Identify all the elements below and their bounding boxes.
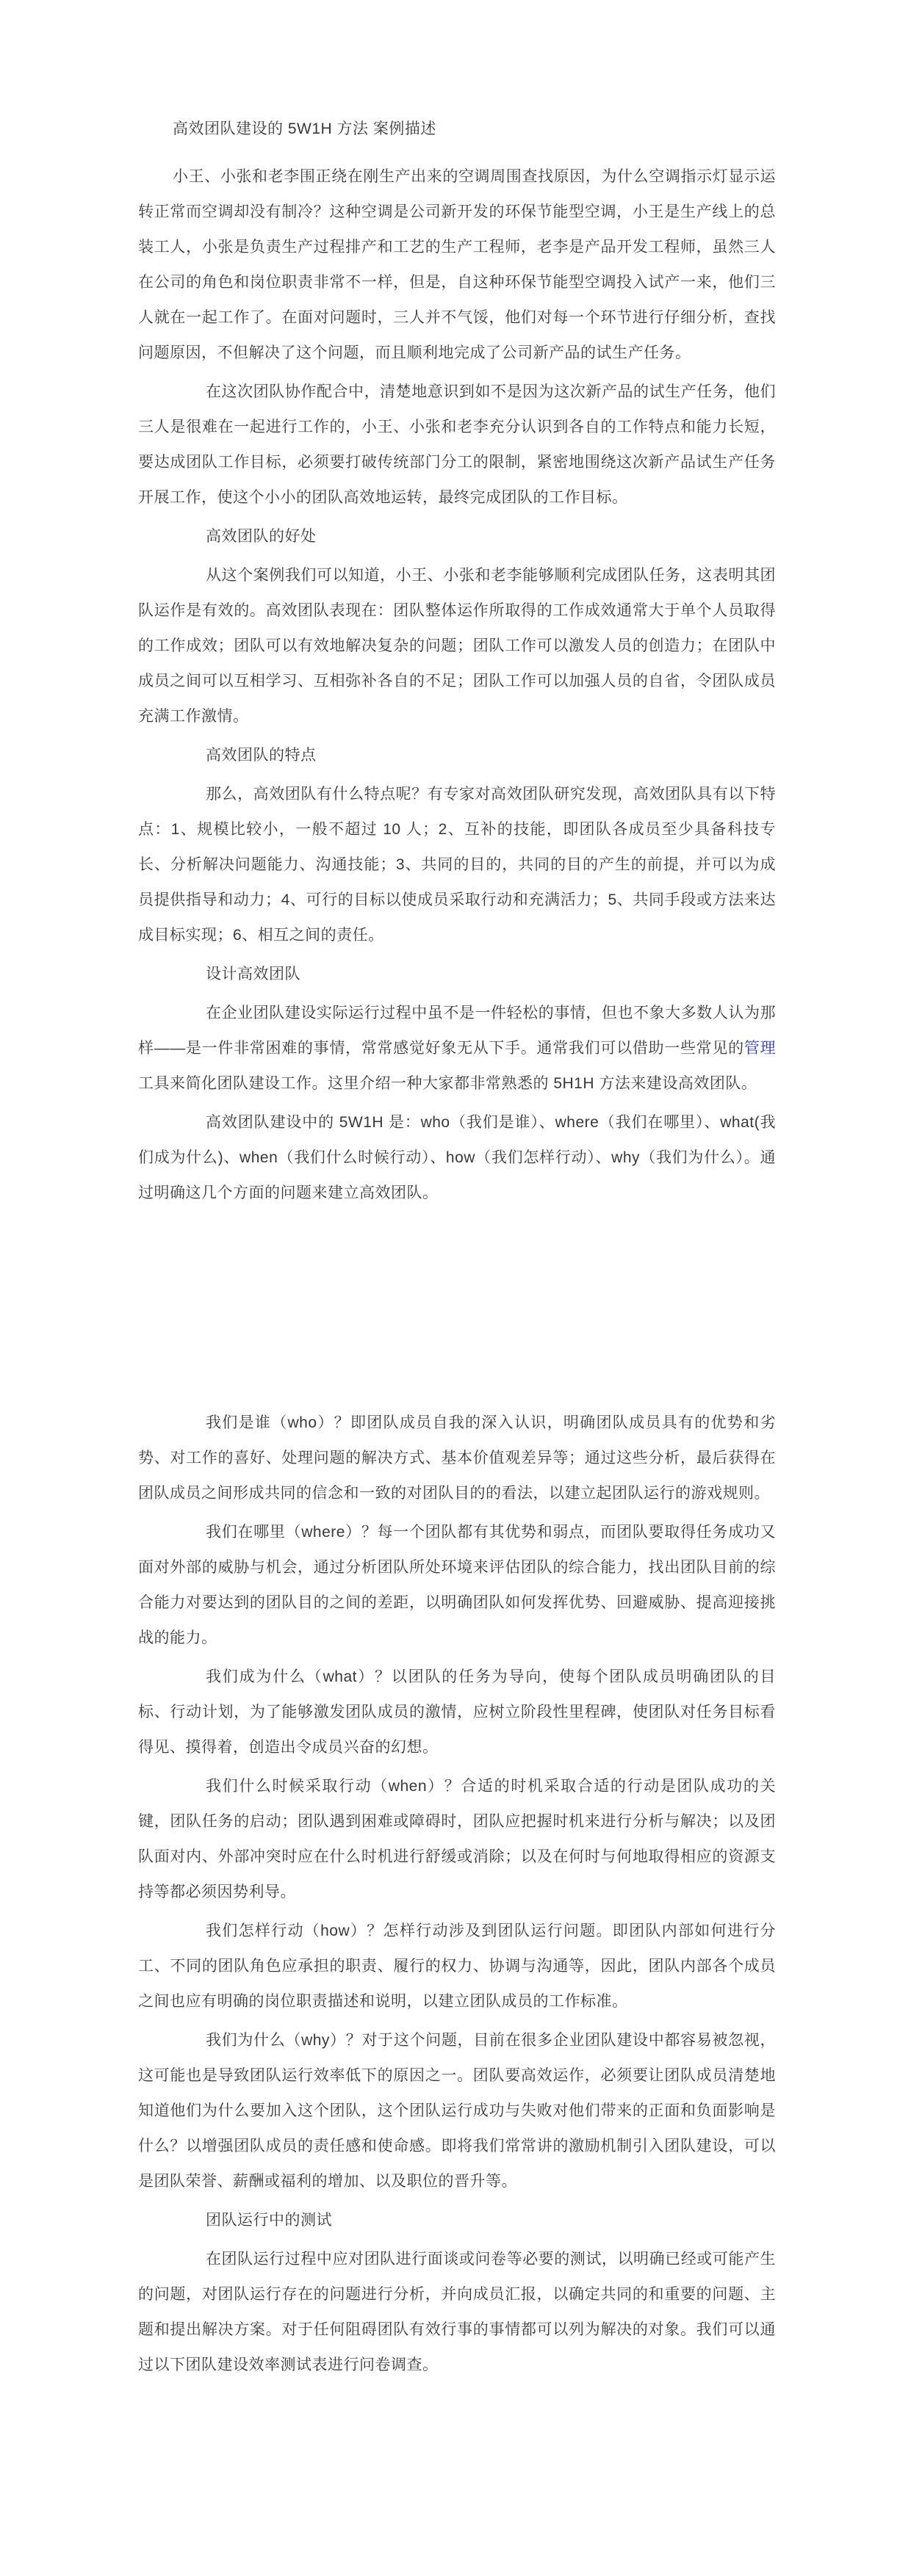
case-teamwork-paragraph: 在这次团队协作配合中，清楚地意识到如不是因为这次新产品的试生产任务，他们三人是很难在一起进行工作的，小王、小张和老李充分认识到各自的工作特点和能力长短，要达成团队工作目标，必须要打破传统部门分工的限制，紧密地围绕这次新产品试生产任务开展工作，使这个小小的团队高效地运转，最终完成团队的工作目标。 <box>138 383 776 506</box>
management-link[interactable]: 管理 <box>743 1040 777 1057</box>
design-paragraph <box>138 996 776 1101</box>
benefits-paragraph: 从这个案例我们可以知道，小王、小张和老李能够顺利完成团队任务，这表明其团队运作是有效的。高效团队表现在：团队整体运作所取得的工作成效通常大于单个人员取得的工作成效；团队可以有效地解决复杂的问题；团队工作可以激发人员的创造力；在团队中成员之间可以互相学习、互相弥补各自的不足；团队工作可以加强人员的自省，令团队成员充满工作激情。 <box>138 567 776 725</box>
why-paragraph: 我们为什么（why）？对于这个问题，目前在很多企业团队建设中都容易被忽视，这可能也是导致团队运行效率低下的原因之一。团队要高效运作，必须要让团队成员清楚地知道他们为什么要加入这个团队，这个团队运行成功与失败对他们带来的正面和负面影响是什么？以增强团队成员的责任感和使命感。即将我们常常讲的激励机制引入团队建设，可以是团队荣誉、薪酬或福利的增加、以及职位的晋升等。 <box>138 2032 776 2190</box>
where-paragraph: 我们在哪里（where）？每一个团队都有其优势和弱点，而团队要取得任务成功又面对外部的威胁与机会，通过分析团队所处环境来评估团队的综合能力，找出团队目前的综合能力对要达到的团队目的之间的差距，以明确团队如何发挥优势、回避威胁、提高迎接挑战的能力。 <box>138 1524 776 1646</box>
section-heading-test: 团队运行中的测试 <box>206 2212 332 2229</box>
document-body <box>138 112 776 2387</box>
who-paragraph: 我们是谁（who）？即团队成员自我的深入认识，明确团队成员具有的优势和劣势、对工作的喜好、处理问题的解决方式、基本价值观差异等；通过这些分析，最后获得在团队成员之间形成共同的信念和一致的对团队目的的看法，以建立起团队运行的游戏规则。 <box>138 1414 776 1502</box>
test-paragraph: 在团队运行过程中应对团队进行面谈或问卷等必要的测试，以明确已经或可能产生的问题，对团队运行存在的问题进行分析，并向成员汇报，以确定共同的和重要的问题、主题和提出解决方案。对于任何阻碍团队有效行事的事情都可以列为解决的对象。我们可以通过以下团队建设效率测试表进行问卷调查。 <box>138 2251 776 2373</box>
section-heading-design: 设计高效团队 <box>206 966 300 983</box>
what-paragraph: 我们成为什么（what）？以团队的任务为导向，使每个团队成员明确团队的目标、行动计划，为了能够激发团队成员的激情，应树立阶段性里程碑，使团队对任务目标看得见、摸得着，创造出令成员兴奋的幻想。 <box>138 1668 776 1756</box>
section-heading-benefits: 高效团队的好处 <box>206 528 317 545</box>
design-paragraph-pre-text: 在企业团队建设实际运行过程中虽不是一件轻松的事情，但也不象大多数人认为那样——是一件非常困难的事情，常常感觉好象无从下手。通常我们可以借助一些常见的 <box>138 1005 776 1057</box>
how-paragraph: 我们怎样行动（how）？怎样行动涉及到团队运行问题。即团队内部如何进行分工、不同的团队角色应承担的职责、履行的权力、协调与沟通等，因此，团队内部各个成员之间也应有明确的岗位职责描述和说明，以建立团队成员的工作标准。 <box>138 1922 776 2010</box>
traits-paragraph: 那么，高效团队有什么特点呢？有专家对高效团队研究发现，高效团队具有以下特点：1、规模比较小，一般不超过 10 人；2、互补的技能，即团队各成员至少具备科技专长、分析解决问题能力、沟通技能；3、共同的目的，共同的目的产生的前提，并可以为成员提供指导和动力；4、可行的目标以使成员采取行动和充满活力；5、共同手段或方法来达成目标实现；6、相互之间的责任。 <box>138 786 776 944</box>
document-title: 高效团队建设的 5W1H 方法 案例描述 <box>173 120 436 137</box>
design-paragraph-post-text: 工具来简化团队建设工作。这里介绍一种大家都非常熟悉的 5H1H 方法来建设高效团队。 <box>138 1075 757 1092</box>
section-heading-traits: 高效团队的特点 <box>206 747 317 764</box>
when-paragraph: 我们什么时候采取行动（when）？合适的时机采取合适的行动是团队成功的关键，团队任务的启动；团队遇到困难或障碍时，团队应把握时机来进行分析与解决；以及团队面对内、外部冲突时应在什么时机进行舒缓或消除；以及在何时与何地取得相应的资源支持等都必须因势利导。 <box>138 1778 776 1900</box>
case-intro-paragraph: 小王、小张和老李围正绕在刚生产出来的空调周围查找原因，为什么空调指示灯显示运转正常而空调却没有制冷？这种空调是公司新开发的环保节能型空调，小王是生产线上的总装工人，小张是负责生产过程排产和工艺的生产工程师，老李是产品开发工程师，虽然三人在公司的角色和岗位职责非常不一样，但是，自这种环保节能型空调投入试产一来，他们三人就在一起工作了。在面对问题时，三人并不气馁，他们对每一个环节进行仔细分析，查找问题原因，不但解决了这个问题，而且顺利地完成了公司新产品的试生产任务。 <box>138 168 776 361</box>
overview-5w1h-paragraph: 高效团队建设中的 5W1H 是：who（我们是谁）、where（我们在哪里）、what(我们成为什么)、when（我们什么时候行动）、how（我们怎样行动）、why（我们为什么）。通过明确这几个方面的问题来建立高效团队。 <box>138 1114 776 1201</box>
page-break-gap <box>138 1215 776 1405</box>
